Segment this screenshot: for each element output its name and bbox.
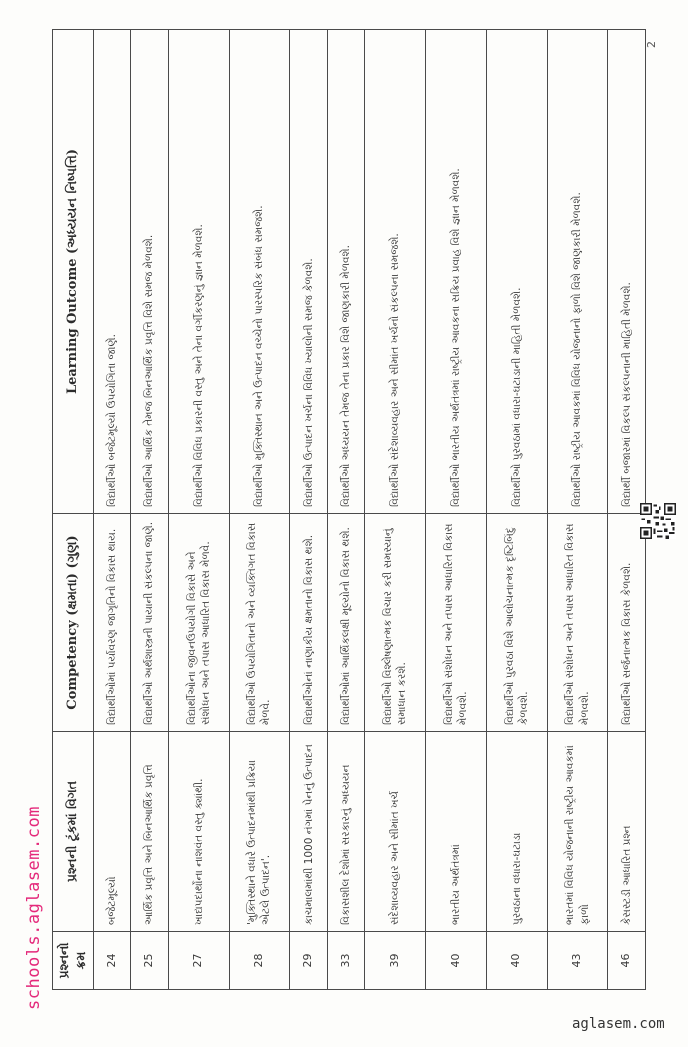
cell-question-number: 40 xyxy=(426,932,487,990)
cell-competency: વિદ્યાર્થીઓના જીવનઉપયોગી વિકાસે અને સંશોધન અને તપાસ આધારિત વિકાસ મેળવે. xyxy=(168,514,229,732)
cell-learning-outcome: વિદ્યાર્થીઓ ભારતીય અર્થતંત્રમાં રાષ્ટ્રીય આવકના સક્રિય પ્રવાહ વિશે જ્ઞાન મેળવશે. xyxy=(426,30,487,514)
cell-competency: વિદ્યાર્થીઓ વિશ્લેષણાત્મક વિચાર કરી સમસ્યાનું સમાધાન કરશે. xyxy=(365,514,426,732)
cell-question-number: 40 xyxy=(486,932,547,990)
table-header-row xyxy=(53,30,94,990)
header-competency: Competency (ક્ષમતા) (ગુણ) xyxy=(53,514,94,732)
table-row xyxy=(168,30,229,990)
cell-learning-outcome: વિદ્યાર્થીઓ સંદેશાવ્યવહાર અને સીમાંત ખર્ચનો સંકલ્પના સમજશે. xyxy=(365,30,426,514)
cell-learning-outcome: વિદ્યાર્થીઓ મુક્તિસ્થાન અને ઉત્પાદન વચ્ચેનો પારસ્પરિક સંબંધ સમજશે. xyxy=(229,30,290,514)
watermark-aglasem: aglasem.com xyxy=(572,1016,665,1032)
table-row xyxy=(327,30,365,990)
cell-question-detail: કાચમાલમાંથી 1000 નંગમાં પેનનું ઉત્પાદન xyxy=(290,732,328,932)
watermark-schools: schools.aglasem.com xyxy=(24,806,44,1010)
cell-question-detail: 'મુક્તિસ્થાને વધારે ઉત્પાદનમાંથી પ્રક્રિયા એટલે ઉત્પાદન'. xyxy=(229,732,290,932)
cell-question-number: 46 xyxy=(608,932,646,990)
table-row xyxy=(229,30,290,990)
cell-learning-outcome: વિદ્યાર્થીઓ પુરવઠામાં વધારા-ઘટાડાની માહિતી મેળવશે. xyxy=(486,30,547,514)
cell-learning-outcome: વિદ્યાર્થીઓ વિવિધ પ્રકારની વસ્તુ અને તેના વર્ગીકરણનું જ્ઞાન મેળવશે. xyxy=(168,30,229,514)
table-row xyxy=(131,30,169,990)
table-row xyxy=(93,30,131,990)
cell-question-number: 24 xyxy=(93,932,131,990)
cell-learning-outcome: વિદ્યાર્થીઓ અધ્યયન તેમજ તેના પ્રકાર વિશે જાણકારી મેળવશે. xyxy=(327,30,365,514)
cell-question-number: 39 xyxy=(365,932,426,990)
cell-learning-outcome: વિદ્યાર્થીઓ બજેટમૂલ્યો ઉપયોગિતા જાણે. xyxy=(93,30,131,514)
cell-competency: વિદ્યાર્થીઓ અર્થશાસ્ત્રની પાયાની સંકલ્પના જાણે. xyxy=(131,514,169,732)
cell-question-detail: ખાદ્યપદાર્થોના નાશવંત વસ્તુ ક્યાંથી. xyxy=(168,732,229,932)
cell-competency: વિદ્યાર્થીઓ સંશોધન અને તપાસ આધારિત વિકાસ મેળવશે. xyxy=(426,514,487,732)
table-row xyxy=(486,30,547,990)
table-row xyxy=(365,30,426,990)
cell-competency: વિદ્યાર્થીઓમાં પર્યાવરણ જાગૃતિનો વિકાસ થાય. xyxy=(93,514,131,732)
page-number: 2 xyxy=(645,41,658,48)
table-row xyxy=(426,30,487,990)
cell-learning-outcome: વિદ્યાર્થીઓ આર્થિક તેમજ બિનઆર્થિક પ્રવૃત્તિ વિશે સમજ મેળવશે. xyxy=(131,30,169,514)
qr-code xyxy=(640,503,676,539)
cell-question-detail: આર્થિક પ્રવૃત્તિ અને બિનઆર્થિક પ્રવૃત્તિ xyxy=(131,732,169,932)
cell-question-number: 33 xyxy=(327,932,365,990)
cell-question-detail: વિકાસશીલ દેશોમાં સરકારનું અધ્યયન xyxy=(327,732,365,932)
cell-learning-outcome: વિદ્યાર્થીઓ ઉત્પાદન ખર્ચના વિવિધ ખ્યાલોની સમજ કેળવશે. xyxy=(290,30,328,514)
header-question-number: પ્રશ્નનો ક્રમ xyxy=(53,932,94,990)
cell-question-detail: કેસસ્ટડી આધારિત પ્રશ્ન xyxy=(608,732,646,932)
cell-competency: વિદ્યાર્થીઓ ઉપયોગિતાનો અને વ્યક્તિગત વિકાસ મેળવે. xyxy=(229,514,290,732)
cell-competency: વિદ્યાર્થીઓ સર્જનાત્મક વિકાસ કેળવશે. xyxy=(608,514,646,732)
cell-question-detail: ભારતીય અર્થતંત્રમાં xyxy=(426,732,487,932)
header-question-detail: પ્રશ્નની ટૂંકમાં વિગત xyxy=(53,732,94,932)
cell-competency: વિદ્યાર્થીઓ સંશોધન અને તપાસ આધારિત વિકાસ મેળવશે. xyxy=(547,514,608,732)
rotated-table xyxy=(52,30,646,990)
rotated-table-wrapper xyxy=(52,30,646,990)
cell-question-number: 27 xyxy=(168,932,229,990)
cell-competency: વિદ્યાર્થીઓ પુરવઠા વિશે આલોચનાત્મક દૃષ્ટિબિંદુ કેળવશે. xyxy=(486,514,547,732)
cell-question-number: 28 xyxy=(229,932,290,990)
cell-question-number: 25 xyxy=(131,932,169,990)
cell-competency: વિદ્યાર્થીઓનાં નાણાકીય ક્ષમતાનો વિકાસ થશે. xyxy=(290,514,328,732)
cell-question-detail: ભારતમાં વિવિધ યોજનાની રાષ્ટ્રીય આવકમાં ફાળો xyxy=(547,732,608,932)
cell-question-number: 43 xyxy=(547,932,608,990)
cell-question-detail: પુરવઠાના વધારા-ઘટાડા xyxy=(486,732,547,932)
cell-question-number: 29 xyxy=(290,932,328,990)
table-row xyxy=(290,30,328,990)
header-learning-outcome: Learning Outcome (અધ્યયન નિષ્પત્તિ) xyxy=(53,30,94,514)
cell-learning-outcome: વિદ્યાર્થીઓ રાષ્ટ્રીય આવકમાં વિવિધ યોજનાનો ફાળો વિશે જાણકારી મેળવશે. xyxy=(547,30,608,514)
table-row xyxy=(547,30,608,990)
cell-question-detail: બજેટમૂલ્યો xyxy=(93,732,131,932)
learning-outcome-table xyxy=(52,29,646,990)
cell-question-detail: સંદેશાવ્યવહાર અને સીમાંત ખર્ચ xyxy=(365,732,426,932)
cell-learning-outcome: વિદ્યાર્થી બજારમાં વિકલ્પ સંકલ્પનાની માહિતી મેળવશે. xyxy=(608,30,646,514)
cell-competency: વિદ્યાર્થીઓમાં આર્થિકલક્ષી મૂલ્યોનો વિકાસ થશે. xyxy=(327,514,365,732)
